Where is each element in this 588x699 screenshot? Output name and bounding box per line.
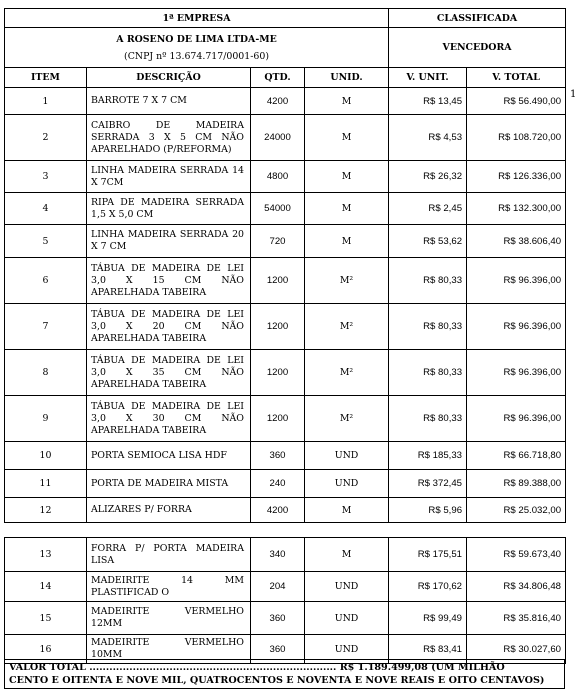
table-row	[5, 193, 566, 225]
cell-qtd: 1200	[251, 304, 305, 350]
company-name: A ROSENO DE LIMA LTDA-ME	[116, 33, 277, 45]
cell-unid: M	[305, 193, 389, 225]
cell-qtd: 360	[251, 635, 305, 664]
cell-vtotal: R$ 108.720,00	[467, 115, 566, 161]
cell-vunit: R$ 13,45	[389, 88, 467, 115]
table-row	[5, 350, 566, 396]
cell-unid: UND	[305, 470, 389, 498]
cell-qtd: 720	[251, 225, 305, 258]
col-vtotal: V. TOTAL	[467, 68, 566, 88]
cell-item: 7	[5, 304, 87, 350]
total-line-1: VALOR TOTAL .......................................................................... R$ 1.189.499,08 (UM MILHÃO	[9, 662, 505, 673]
cell-descricao: RIPA DE MADEIRA SERRADA 1,5 X 5,0 CM	[87, 193, 251, 225]
table-gap	[4, 530, 565, 537]
cell-vtotal: R$ 59.673,40	[467, 538, 566, 572]
total-line-2: CENTO E OITENTA E NOVE MIL, QUATROCENTOS E NOVENTA E NOVE REAIS E OITO CENTAVOS)	[9, 675, 545, 686]
status-vencedora: VENCEDORA	[389, 28, 566, 68]
cell-descricao: TÁBUA DE MADEIRA DE LEI 3,0 X 20 CM NÃO APARELHADA TABEIRA	[87, 304, 251, 350]
cell-unid: M	[305, 88, 389, 115]
cell-vtotal: R$ 132.300,00	[467, 193, 566, 225]
cell-unid: M²	[305, 258, 389, 304]
cell-descricao: ALIZARES P/ FORRA	[87, 498, 251, 523]
cell-qtd: 4800	[251, 161, 305, 193]
cell-unid: M²	[305, 304, 389, 350]
cell-vunit: R$ 175,51	[389, 538, 467, 572]
cell-descricao: PORTA DE MADEIRA MISTA	[87, 470, 251, 498]
cell-item: 5	[5, 225, 87, 258]
cell-item: 10	[5, 442, 87, 470]
cell-qtd: 360	[251, 602, 305, 635]
total-value-footer	[4, 659, 565, 689]
cell-vtotal: R$ 96.396,00	[467, 396, 566, 442]
cell-vunit: R$ 26,32	[389, 161, 467, 193]
col-unid: UNID.	[305, 68, 389, 88]
cell-unid: UND	[305, 602, 389, 635]
company-cell	[5, 28, 389, 68]
cell-vunit: R$ 80,33	[389, 304, 467, 350]
header-row-empresa	[5, 9, 566, 28]
cell-vtotal: R$ 96.396,00	[467, 304, 566, 350]
empresa-label: 1ª EMPRESA	[5, 9, 389, 28]
table-row	[5, 538, 566, 572]
table-row	[5, 442, 566, 470]
cell-unid: M²	[305, 350, 389, 396]
cell-vunit: R$ 2,45	[389, 193, 467, 225]
cell-item: 2	[5, 115, 87, 161]
cell-descricao: LINHA MADEIRA SERRADA 14 X 7CM	[87, 161, 251, 193]
cell-descricao: TÁBUA DE MADEIRA DE LEI 3,0 X 15 CM NÃO APARELHADA TABEIRA	[87, 258, 251, 304]
table-row	[5, 258, 566, 304]
cell-vtotal: R$ 38.606,40	[467, 225, 566, 258]
cell-qtd: 1200	[251, 396, 305, 442]
cell-item: 8	[5, 350, 87, 396]
cell-item: 9	[5, 396, 87, 442]
cell-unid: UND	[305, 635, 389, 664]
company-cnpj: (CNPJ nº 13.674.717/0001-60)	[124, 50, 269, 62]
cell-descricao: FORRA P/ PORTA MADEIRA LISA	[87, 538, 251, 572]
cell-descricao: TÁBUA DE MADEIRA DE LEI 3,0 X 30 CM NÃO APARELHADA TABEIRA	[87, 396, 251, 442]
cell-vtotal: R$ 35.816,40	[467, 602, 566, 635]
col-qtd: QTD.	[251, 68, 305, 88]
bid-table	[4, 8, 566, 523]
cell-qtd: 54000	[251, 193, 305, 225]
cell-descricao: CAIBRO DE MADEIRA SERRADA 3 X 5 CM NÃO APARELHADO (P/REFORMA)	[87, 115, 251, 161]
table-row	[5, 602, 566, 635]
cell-vtotal: R$ 34.806,48	[467, 572, 566, 602]
cell-descricao: MADEIRITE VERMELHO 12MM	[87, 602, 251, 635]
cell-qtd: 1200	[251, 350, 305, 396]
cell-descricao: TÁBUA DE MADEIRA DE LEI 3,0 X 35 CM NÃO APARELHADA TABEIRA	[87, 350, 251, 396]
cell-unid: M²	[305, 396, 389, 442]
cell-item: 11	[5, 470, 87, 498]
table-row	[5, 161, 566, 193]
cell-unid: M	[305, 538, 389, 572]
cell-qtd: 204	[251, 572, 305, 602]
table-row	[5, 572, 566, 602]
cell-qtd: 340	[251, 538, 305, 572]
cell-item: 1	[5, 88, 87, 115]
cell-descricao: MADEIRITE VERMELHO 10MM	[87, 635, 251, 664]
table-row	[5, 225, 566, 258]
cell-vtotal: R$ 126.336,00	[467, 161, 566, 193]
col-item: ITEM	[5, 68, 87, 88]
cell-item: 14	[5, 572, 87, 602]
cell-item: 12	[5, 498, 87, 523]
cell-vtotal: R$ 56.490,00	[467, 88, 566, 115]
cell-unid: UND	[305, 442, 389, 470]
table-row	[5, 115, 566, 161]
cell-qtd: 360	[251, 442, 305, 470]
cell-unid: M	[305, 498, 389, 523]
cell-qtd: 4200	[251, 88, 305, 115]
cell-vunit: R$ 80,33	[389, 396, 467, 442]
cell-unid: M	[305, 115, 389, 161]
cell-vunit: R$ 80,33	[389, 258, 467, 304]
cell-vunit: R$ 5,96	[389, 498, 467, 523]
cell-item: 15	[5, 602, 87, 635]
cell-qtd: 24000	[251, 115, 305, 161]
cell-vtotal: R$ 96.396,00	[467, 350, 566, 396]
cell-item: 3	[5, 161, 87, 193]
cell-unid: M	[305, 225, 389, 258]
cell-vtotal: R$ 89.388,00	[467, 470, 566, 498]
cell-vtotal: R$ 66.718,80	[467, 442, 566, 470]
column-header-row	[5, 68, 566, 88]
table-row	[5, 498, 566, 523]
cell-descricao: PORTA SEMIOCA LISA HDF	[87, 442, 251, 470]
cell-qtd: 4200	[251, 498, 305, 523]
cell-item: 6	[5, 258, 87, 304]
cell-descricao: BARROTE 7 X 7 CM	[87, 88, 251, 115]
table-row	[5, 396, 566, 442]
col-descricao: DESCRIÇÃO	[87, 68, 251, 88]
cell-item: 13	[5, 538, 87, 572]
cell-vunit: R$ 80,33	[389, 350, 467, 396]
cell-unid: M	[305, 161, 389, 193]
cell-vtotal: R$ 96.396,00	[467, 258, 566, 304]
cell-qtd: 1200	[251, 258, 305, 304]
cell-vunit: R$ 53,62	[389, 225, 467, 258]
cell-item: 16	[5, 635, 87, 664]
col-vunit: V. UNIT.	[389, 68, 467, 88]
cell-vunit: R$ 170,62	[389, 572, 467, 602]
table-row	[5, 304, 566, 350]
company-row	[5, 28, 566, 68]
classificada-label: CLASSIFICADA	[389, 9, 566, 28]
cell-descricao: MADEIRITE 14 MM PLASTIFICAD O	[87, 572, 251, 602]
cell-vunit: R$ 4,53	[389, 115, 467, 161]
cell-vtotal: R$ 30.027,60	[467, 635, 566, 664]
cell-vtotal: R$ 25.032,00	[467, 498, 566, 523]
table-row	[5, 470, 566, 498]
cell-unid: UND	[305, 572, 389, 602]
cell-vunit: R$ 185,33	[389, 442, 467, 470]
table-row	[5, 88, 566, 115]
cell-descricao: LINHA MADEIRA SERRADA 20 X 7 CM	[87, 225, 251, 258]
cell-qtd: 240	[251, 470, 305, 498]
cell-item: 4	[5, 193, 87, 225]
cell-vunit: R$ 83,41	[389, 635, 467, 664]
page-number: 1	[570, 89, 577, 100]
bid-table-continued	[4, 537, 566, 664]
cell-vunit: R$ 372,45	[389, 470, 467, 498]
cell-vunit: R$ 99,49	[389, 602, 467, 635]
